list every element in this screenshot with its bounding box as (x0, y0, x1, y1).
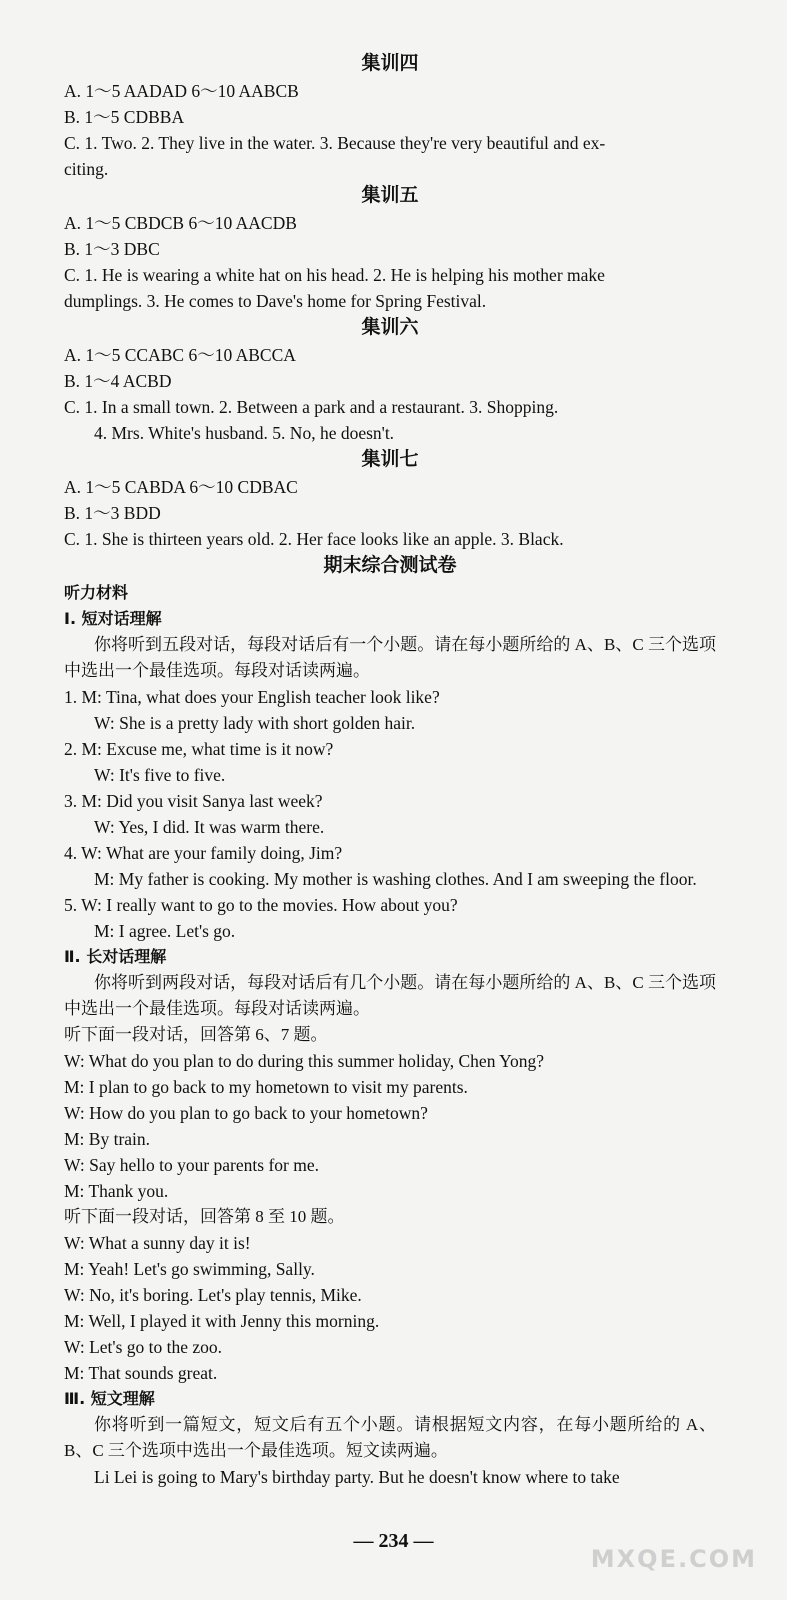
dialogue-intro: 听下面一段对话，回答第 6、7 题。 (64, 1025, 328, 1044)
dialogue-line: 4. W: What are your family doing, Jim? (64, 843, 343, 863)
dialogue-line: 5. W: I really want to go to the movies. How about you? (64, 895, 458, 915)
dialogue-line: 2. M: Excuse me, what time is it now? (64, 739, 334, 759)
part-2-heading: Ⅱ. 长对话理解 (64, 947, 167, 966)
answer-line: A. 1～5 CBDCB 6～10 AACDB (64, 213, 297, 233)
exam-title: 期末综合测试卷 (323, 555, 457, 576)
dialogue-line: 1. M: Tina, what does your English teacher look like? (64, 687, 440, 707)
part-1-instructions: 你将听到五段对话，每段对话后有一个小题。请在每小题所给的 A、B、C 三个选项中选出一个最佳选项。每段对话读两遍。 (64, 635, 716, 680)
dialogue-intro: 听下面一段对话，回答第 8 至 10 题。 (64, 1207, 345, 1226)
section-title-4: 集训四 (361, 53, 419, 74)
dialogue-line: W: Say hello to your parents for me. (64, 1155, 319, 1175)
answer-line: A. 1～5 CCABC 6～10 ABCCA (64, 345, 296, 365)
dialogue-line: M: That sounds great. (64, 1363, 218, 1383)
dialogue-line: W: How do you plan to go back to your hometown? (64, 1103, 428, 1123)
answer-line: dumplings. 3. He comes to Dave's home for Spring Festival. (64, 291, 487, 311)
dialogue-line: W: It's five to five. (94, 765, 226, 785)
part-1-heading: Ⅰ. 短对话理解 (64, 609, 162, 628)
dialogue-line: M: Thank you. (64, 1181, 169, 1201)
section-title-6: 集训六 (361, 317, 419, 338)
listening-heading: 听力材料 (64, 583, 129, 602)
dialogue-line: W: Yes, I did. It was warm there. (94, 817, 325, 837)
dialogue-line: M: I plan to go back to my hometown to visit my parents. (64, 1077, 468, 1097)
answer-line: B. 1～3 DBC (64, 239, 160, 259)
page-number: — 234 — (353, 1530, 434, 1552)
answer-line: C. 1. In a small town. 2. Between a park and a restaurant. 3. Shopping. (64, 397, 559, 417)
dialogue-line: W: No, it's boring. Let's play tennis, Mike. (64, 1285, 362, 1305)
part-3-heading: Ⅲ. 短文理解 (64, 1389, 155, 1408)
dialogue-line: M: By train. (64, 1129, 151, 1149)
dialogue-line: M: Well, I played it with Jenny this morning. (64, 1311, 380, 1331)
dialogue-line: 3. M: Did you visit Sanya last week? (64, 791, 323, 811)
dialogue-line: M: My father is cooking. My mother is washing clothes. And I am sweeping the floor. (94, 869, 697, 889)
answer-line: C. 1. He is wearing a white hat on his head. 2. He is helping his mother make (64, 265, 605, 285)
part-2-instructions: 你将听到两段对话，每段对话后有几个小题。请在每小题所给的 A、B、C 三个选项中选出一个最佳选项。每段对话读两遍。 (64, 973, 716, 1018)
section-title-5: 集训五 (361, 185, 419, 206)
answer-line: C. 1. She is thirteen years old. 2. Her face looks like an apple. 3. Black. (64, 529, 564, 549)
part-3-instructions: 你将听到一篇短文，短文后有五个小题。请根据短文内容，在每小题所给的 A、B、C 三个选项中选出一个最佳选项。短文读两遍。 (64, 1415, 716, 1460)
answer-line: A. 1～5 CABDA 6～10 CDBAC (64, 477, 298, 497)
dialogue-line: W: She is a pretty lady with short golden hair. (94, 713, 416, 733)
answer-line: A. 1～5 AADAD 6～10 AABCB (64, 81, 299, 101)
dialogue-line: M: I agree. Let's go. (94, 921, 236, 941)
passage-text: Li Lei is going to Mary's birthday party. But he doesn't know where to take (94, 1467, 620, 1487)
answer-line: C. 1. Two. 2. They live in the water. 3. Because they're very beautiful and ex- (64, 133, 606, 153)
answer-line: citing. (64, 159, 109, 179)
answer-page (64, 50, 716, 1490)
dialogue-line: M: Yeah! Let's go swimming, Sally. (64, 1259, 315, 1279)
watermark-logo: MXQE.COM (590, 1545, 757, 1573)
dialogue-line: W: What a sunny day it is! (64, 1233, 251, 1253)
answer-line: B. 1～5 CDBBA (64, 107, 185, 127)
dialogue-line: W: Let's go to the zoo. (64, 1337, 223, 1357)
answer-line: B. 1～4 ACBD (64, 371, 172, 391)
answer-line: B. 1～3 BDD (64, 503, 161, 523)
section-title-7: 集训七 (361, 449, 419, 470)
answer-line: 4. Mrs. White's husband. 5. No, he doesn't. (94, 423, 395, 443)
dialogue-line: W: What do you plan to do during this summer holiday, Chen Yong? (64, 1051, 545, 1071)
